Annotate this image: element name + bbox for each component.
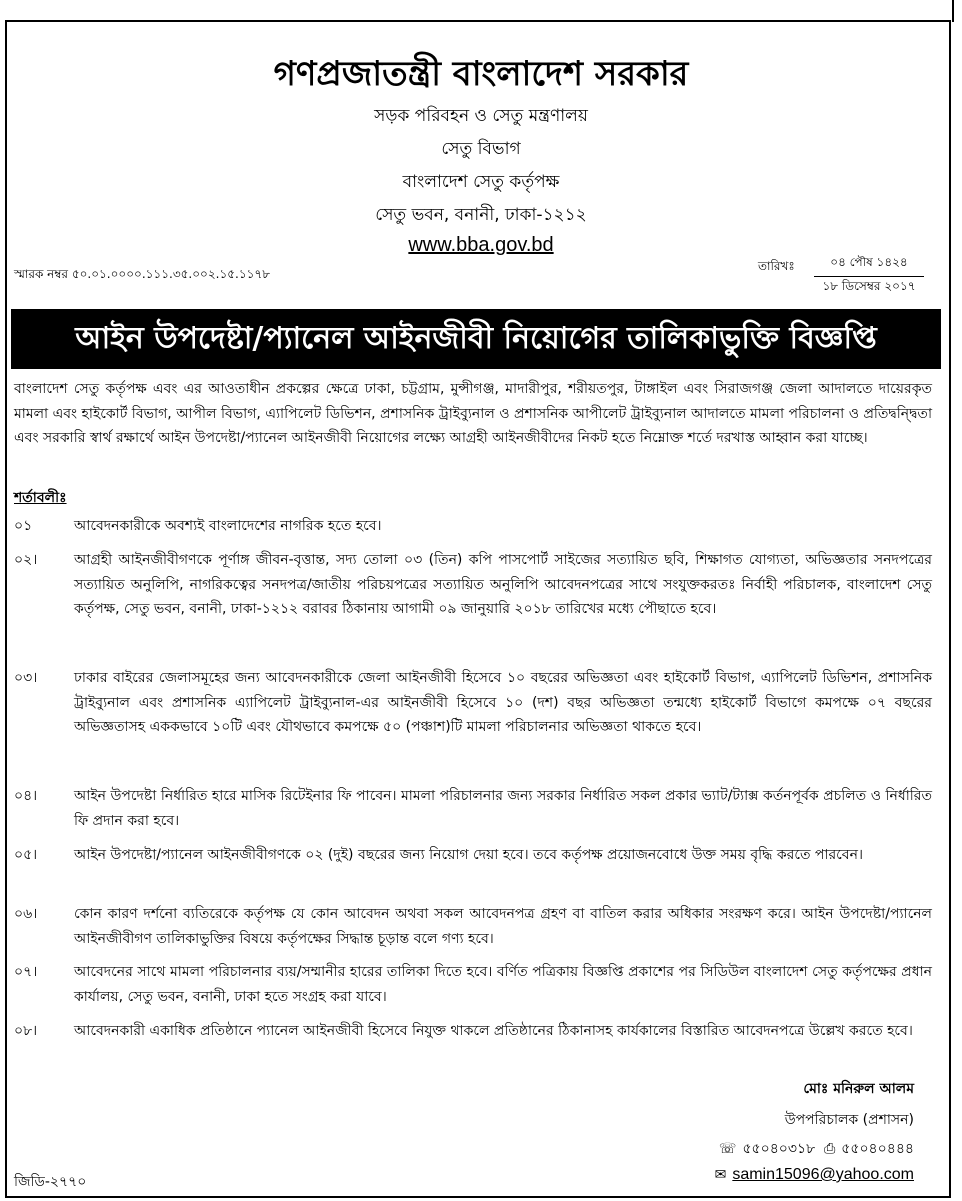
phone-icon: ☏ [718,1141,737,1157]
signatory-name: মোঃ মনিরুল আলম [803,1081,914,1097]
date-english: ১৮ ডিসেম্বর ২০১৭ [822,279,916,293]
condition-number: ০৭। [14,964,38,980]
gd-number: জিডি-২৭৭০ [14,1174,87,1190]
condition-text: ঢাকার বাইরের জেলাসমূহের জন্য আবেদনকারীকে জেলা আইনজীবী হিসেবে ১০ বছরের অভিজ্ঞতা এবং হাইকোর্ট বিভাগ, এ্যাপিলেট ডিভিশন, প্রশাসনিক ট্রাইব্যুনাল এবং প্রশাসনিক এ্যাপিলেট ট্রাইব্যুনাল-এর আইনজীবী হিসেবে ১০ (দশ) বছর অভিজ্ঞতা তন্মধ্যে হাইকোর্ট বিভাগে কমপক্ষে ০৭ বছরের অভিজ্ঞতাসহ এককভাবে ১০টি এবং যৌথভাবে কমপক্ষে ৫০ (পঞ্চাশ)টি মামলা পরিচালনার অভিজ্ঞতা থাকতে হবে। [74,670,932,735]
condition-text: আবেদনকারীকে অবশ্যই বাংলাদেশের নাগরিক হতে হবে। [74,518,382,534]
condition-number: ০৩। [14,670,38,686]
authority-name: বাংলাদেশ সেতু কর্তৃপক্ষ [402,172,560,192]
condition-number: ০৪। [14,788,38,804]
authority-address: সেতু ভবন, বনানী, ঢাকা-১২১২ [375,205,587,225]
condition-text: আবেদনকারী একাধিক প্রতিষ্ঠানে প্যানেল আইনজীবী হিসেবে নিযুক্ত থাকলে প্রতিষ্ঠানের ঠিকানাসহ কার্যকালের বিস্তারিত আবেদনপত্রে উল্লেখ করতে হবে। [74,1023,913,1039]
condition-text: আবেদনের সাথে মামলা পরিচালনার ব্যয়/সম্মানীর হারের তালিকা দিতে হবে। বর্ণিত পত্রিকায় বিজ্ঞপ্তি প্রকাশের পর সিডিউল বাংলাদেশ সেতু কর্তৃপক্ষের প্রধান কার্যালয়, সেতু ভবন, বনানী, ঢাকা হতে সংগ্রহ করা যাবে। [74,964,932,1005]
signatory-designation: উপপরিচালক (প্রশাসন) [784,1112,914,1128]
condition-text: আইন উপদেষ্টা/প্যানেল আইনজীবীগণকে ০২ (দুই) বছরের জন্য নিয়োগ দেয়া হবে। তবে কর্তৃপক্ষ প্রয়োজনবোধে উক্ত সময় বৃদ্ধি করতে পারবেন। [74,847,863,863]
division-name: সেতু বিভাগ [441,139,521,159]
mail-icon: ✉ [714,1166,727,1182]
contact-email [715,1166,914,1184]
memo-number: স্মারক নম্বর ৫০.০১.০০০০.১১১.৩৫.০০২.১৫.১১৭৮ [14,267,270,281]
condition-number: ০৫। [14,847,38,863]
date-bangla: ০৪ পৌষ ১৪২৪ [814,254,924,277]
intro-paragraph: বাংলাদেশ সেতু কর্তৃপক্ষ এবং এর আওতাধীন প্রকল্পের ক্ষেত্রে ঢাকা, চট্টগ্রাম, মুন্সীগঞ্জ, মাদারীপুর, শরীয়তপুর, টাঙ্গাইল এবং সিরাজগঞ্জ জেলা আদালতে দায়েরকৃত মামলা এবং হাইকোর্ট বিভাগ, আপীল বিভাগ, এ্যাপিলেট ডিভিশন, প্রশাসনিক ট্রাইব্যুনাল ও প্রশাসনিক আপীলেট ট্রাইব্যুনাল আদালতে মামলা পরিচালনা ও প্রতিদ্বন্দ্বিতা এবং সরকারি স্বার্থ রক্ষার্থে আইন উপদেষ্টা/প্যানেল আইনজীবী নিয়োগের লক্ষ্যে আগ্রহী আইনজীবীদের নিকট হতে নিম্নোক্ত শর্তে দরখাস্ত আহ্বান করা যাচ্ছে। [14,381,932,446]
contact-phone-fax [719,1137,914,1161]
date-label: তারিখঃ [758,259,795,273]
condition-number: ০৬। [14,906,38,922]
government-title: গণপ্রজাতন্ত্রী বাংলাদেশ সরকার [273,54,689,94]
notice-title-banner: আইন উপদেষ্টা/প্যানেল আইনজীবী নিয়োগের তালিকাভুক্তি বিজ্ঞপ্তি [11,309,941,369]
condition-number: ০৮। [14,1023,38,1039]
fax-icon: ⎙ [824,1141,836,1157]
condition-number: ০১ [14,518,33,534]
condition-text: আইন উপদেষ্টা নির্ধারিত হারে মাসিক রিটেইনার ফি পাবেন। মামলা পরিচালনার জন্য সরকার নির্ধারিত সকল প্রকার ভ্যাট/ট্যাক্স কর্তনপূর্বক প্রচলিত ও নির্ধারিত ফি প্রদান করা হবে। [74,788,932,829]
fax-number: ৫৫০৪০৪৪৪ [841,1141,914,1157]
condition-text: কোন কারণ দর্শনো ব্যতিরেকে কর্তৃপক্ষ যে কোন আবেদন অথবা সকল আবেদনপত্র গ্রহণ বা বাতিল করার অধিকার সংরক্ষণ করে। আইন উপদেষ্টা/প্যানেল আইনজীবীগণ তালিকাভুক্তির বিষয়ে কর্তৃপক্ষের সিদ্ধান্ত চূড়ান্ত বলে গণ্য হবে। [74,906,932,947]
ministry-name: সড়ক পরিবহন ও সেতু মন্ত্রণালয় [374,106,588,126]
condition-text: আগ্রহী আইনজীবীগণকে পূর্ণাঙ্গ জীবন-বৃত্তান্ত, সদ্য তোলা ০৩ (তিন) কপি পাসপোর্ট সাইজের সত্যায়িত ছবি, শিক্ষাগত যোগ্যতা, অভিজ্ঞতার সনদপত্রের সত্যায়িত অনুলিপি, নাগরিকত্বের সনদপত্র/জাতীয় পরিচয়পত্রের সত্যায়িত অনুলিপি আবেদনপত্রের সাথে সংযুক্তকরতঃ নির্বাহী পরিচালক, বাংলাদেশ সেতু কর্তৃপক্ষ, সেতু ভবন, বনানী, ঢাকা-১২১২ বরাবর ঠিকানায় আগামী ০৯ জানুয়ারি ২০১৮ তারিখের মধ্যে পৌছাতে হবে। [74,552,932,617]
website-link[interactable]: www.bba.gov.bd [408,234,554,256]
phone-number: ৫৫০৪০৩১৮ [742,1141,816,1157]
page-edge-line [952,0,954,22]
email-link[interactable]: samin15096@yahoo.com [732,1166,914,1183]
conditions-heading: শর্তাবলীঃ [14,490,67,506]
condition-number: ০২। [14,552,38,568]
